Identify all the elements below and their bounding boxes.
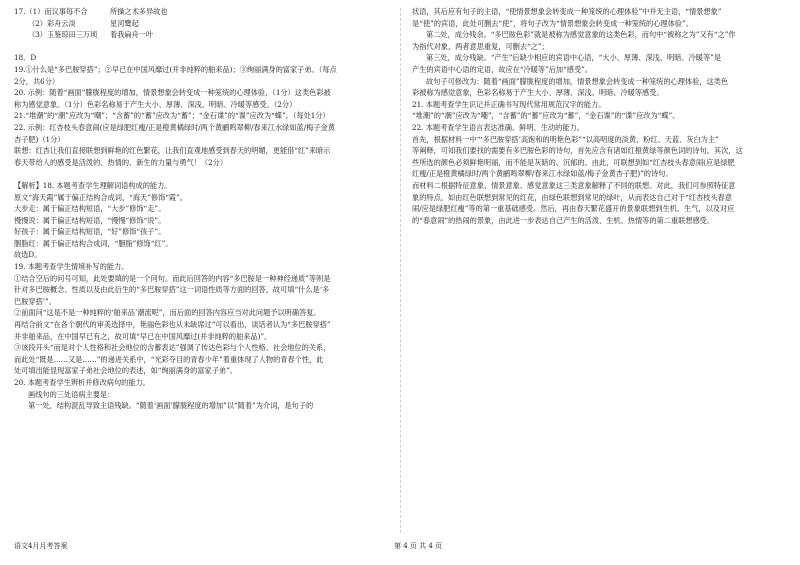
column-divider xyxy=(400,8,401,533)
analysis-line: 原文“海天霞”属于偏正结构合成词，“海天”修饰“霞”。 xyxy=(14,192,187,202)
q17-1-b: 所操之术多异故也 xyxy=(110,7,168,16)
analysis-line: 是“使”的宾语，此处可删去“使”，将句子改为“情景想象会转变成一种笼统的心理体验”。 xyxy=(412,18,693,28)
q17-2-a: （2）彩舟云淡 xyxy=(28,18,76,28)
analysis-line: 而材料二根据特征意象、情景意象、感觉意象这三类意象解释了不同的联想。对此，我们可参照特征意 xyxy=(412,180,736,190)
analysis-line: 彩被称为感觉意象，色彩名称易于产生大小、厚薄、深浅、明暗、冷暖等感受。 xyxy=(412,88,664,98)
analysis-line: 等阐释，可知我们要找的需要有多巴胺色彩的诗句，首先应含有诸如红橙黄绿等颜色词的诗句。其次，这 xyxy=(412,146,743,156)
q17-3-b: 着我扁舟一叶 xyxy=(110,30,154,40)
q18-answer: 18．D xyxy=(14,53,37,63)
analysis-heading: 【解析】18. 本题考查学生理解词语构成的能力。 xyxy=(14,180,172,190)
q22-answer-line-4: 春天带给人的感受是活泼的、热情的、新生的力量与勇气！（2分） xyxy=(14,157,228,167)
analysis-line: 产生的宾语中心语的定语，故应在“冷暖等”后加“感受”。 xyxy=(412,64,593,74)
analysis-line: 处可填出能显现富家子弟社会地位的表述，如“绚丽满身的富家子弟”。 xyxy=(14,366,237,376)
analysis-line: 22. 本题考查学生语言表达准确、鲜明、生动的能力。 xyxy=(412,122,584,132)
analysis-line: 巴胺穿搭’”。 xyxy=(14,296,56,306)
q22-answer-line-2: 杏子肥)（1分） xyxy=(14,134,65,144)
left-column xyxy=(14,6,386,412)
analysis-line: 故选D。 xyxy=(14,250,42,260)
footer-title: 语文4月月考答案 xyxy=(14,542,68,550)
analysis-line: 画线句的三处语病主要是： xyxy=(28,389,115,399)
analysis-line: 为指代对象，两者意思重复，可删去“之”； xyxy=(412,41,549,51)
analysis-line: 第三处，成分残缺。“产生”后缺少相应的宾语中心语，“大小、厚薄、深浅、明暗、冷暖等”是 xyxy=(426,53,722,63)
q17-2-b: 星河鹭起 xyxy=(110,18,139,28)
page-number: 第 4 页 共 4 页 xyxy=(394,542,443,550)
analysis-line: 第一处，结构混乱导致主语残缺。“随着‘画面’朦胧程度的增加”以“随着”为介词，是句子的 xyxy=(28,401,314,411)
q17-answer-3 xyxy=(14,29,386,41)
analysis-line: 好孩子：属于偏正结构短语，“好”修饰“孩子”。 xyxy=(14,227,166,237)
analysis-line: 针对多巴胺概念、性质以及由此衍生的“多巴胺穿搭”这一词语性质等方面的回答，故可填“什么是‘多 xyxy=(14,285,330,295)
q17-answer-2 xyxy=(14,18,386,30)
page-footer xyxy=(14,541,786,553)
analysis-line: 再结合前文“在各个朝代的审美选择中，艳丽色彩也从未缺席过”可以看出，谈话者认为“多巴胺穿搭” xyxy=(14,320,331,330)
analysis-line: ①结合空后的问号可知，此处要填的是一个问句。而此后回答的内容“多巴胺是一种神经递质”等则是 xyxy=(14,273,331,283)
q21-answer: 21.“堆潮”的“潮”应改为“嘲”；“含蓄”的“蓄”应改为“蓄”；“金石谍”的“谍”应改为“蝶”。（每处1分） xyxy=(14,111,330,121)
q17-3-a: （3）玉鉴琼田三万顷 xyxy=(28,30,98,40)
analysis-line: 胭脂红：属于偏正结构合成词，“胭脂”修饰“红”。 xyxy=(14,238,173,248)
analysis-line: 闹/应是绿肥红瘦”等的第一重基础感受。然后，再由春天繁花盛开的景象联想到生机、生气，以及对应 xyxy=(412,204,735,214)
analysis-line: 并非舶来品，在中国早已有之，故可填“早已在中国风靡过(并非纯粹的舶来品)”。 xyxy=(14,331,272,341)
analysis-line: 19. 本题考查学生情境补写的能力。 xyxy=(14,262,129,272)
analysis-line: 第二处，成分残余。“多巴胺色彩”就是被称为感觉意象的这类色彩，而句中“被称之为”又有“之”作 xyxy=(426,30,736,40)
analysis-line: 的“春意闹”的热闹的景象，由此进一步表达自己产生的活泼、生机、热情等的第二重联想感受。 xyxy=(412,215,715,225)
q17-1-a: 17.（1）而议事每不合 xyxy=(14,7,88,16)
analysis-line: 首先，根据材料一中“‘多巴胺穿搭’高饱和的明艳色彩”“以高明度的淡黄、粉红、天蓝、灰白为主” xyxy=(412,134,719,144)
analysis-line: 而此处“既是……又是……”的递进关系中，“光彩夺目的青春少年”着重体现了人物的青春个性，此 xyxy=(14,354,324,364)
analysis-line: 象的特点，如由红色联想到常见的红花，由绿色联想到常见的绿叶，从而表达自己对于“红杏枝头春意 xyxy=(412,192,732,202)
analysis-line: 大步走：属于偏正结构短语，“大步”修饰“走”。 xyxy=(14,204,166,214)
analysis-line: ③该段开头“而是对个人性格和社会地位的含蓄表达”强调了传达色彩与个人性格、社会地位的关系， xyxy=(14,343,331,353)
analysis-line: 些所选的颜色必须鲜艳明丽，而不能是灰暗的、沉郁的。由此，可联想到如“红杏枝头春意闹(应是绿肥 xyxy=(412,157,735,167)
analysis-line: 20. 本题考查学生辨析并修改病句的能力。 xyxy=(14,378,150,387)
q19-answer-line-1: 19.①什么是“多巴胺穿搭”；②早已在中国风靡过(并非纯粹的舶来品)；③绚丽满身的富家子弟。（每点 xyxy=(14,64,337,74)
analysis-line: 红瘦/正是橙黄橘绿时/两个黄鹂鸣翠柳/春来江水绿如蓝/梅子金黄杏子肥)”的诗句。 xyxy=(412,169,673,179)
q22-answer-line-3: 联想：红杏让我们直接联想到鲜艳的红色繁花，让我们直观地感受到春天的明媚，更能借“红”来暗示 xyxy=(14,146,331,156)
q20-answer-line-1: 20. 示例：随着“画面”朦胧程度的增加，情景想象会转变成一种笼统的心理体验，（1分）这类色彩被 xyxy=(14,88,331,98)
analysis-line: “堆潮”的“潮”应改为“嘲”，“含蓄”的“蓄”应改为“蓄”，“金石谍”的“谍”应改为“蝶”。 xyxy=(412,111,680,121)
q19-answer-line-2: 2分，共6分） xyxy=(14,76,60,86)
analysis-line: 21. 本题考查学生识记并正确书写现代常用规范汉字的能力。 xyxy=(412,99,606,109)
analysis-line: ②前面问“这是不是一种纯粹的‘舶来品’潮流呢”，而后面的回答内容应当对此问题予以明确答复。 xyxy=(14,308,321,318)
q17-answer-1 xyxy=(14,6,386,18)
analysis-line: 故句子可修改为：随着“画面”朦胧程度的增加，情景想象会转变成一种笼统的心理体验，这类色 xyxy=(426,76,729,86)
q22-answer-line-1: 22. 示例：红杏枝头春意闹(应是绿肥红瘦/正是橙黄橘绿时/两个黄鹂鸣翠柳/春来江水绿如蓝/梅子金黄 xyxy=(14,122,335,132)
right-column xyxy=(412,6,788,226)
analysis-line: 状语，其后应有句子的主语，“使情景想象会转变成一种笼统的心理体验”中并无主语，“情景想象” xyxy=(412,7,722,16)
analysis-line: 慢慢说：属于偏正结构短语，“慢慢”修饰“说”。 xyxy=(14,215,166,225)
q20-answer-line-2: 称为感觉意象。（1分）色彩名称易于产生大小、厚薄、深浅、明暗、冷暖等感受。（2分） xyxy=(14,99,297,109)
